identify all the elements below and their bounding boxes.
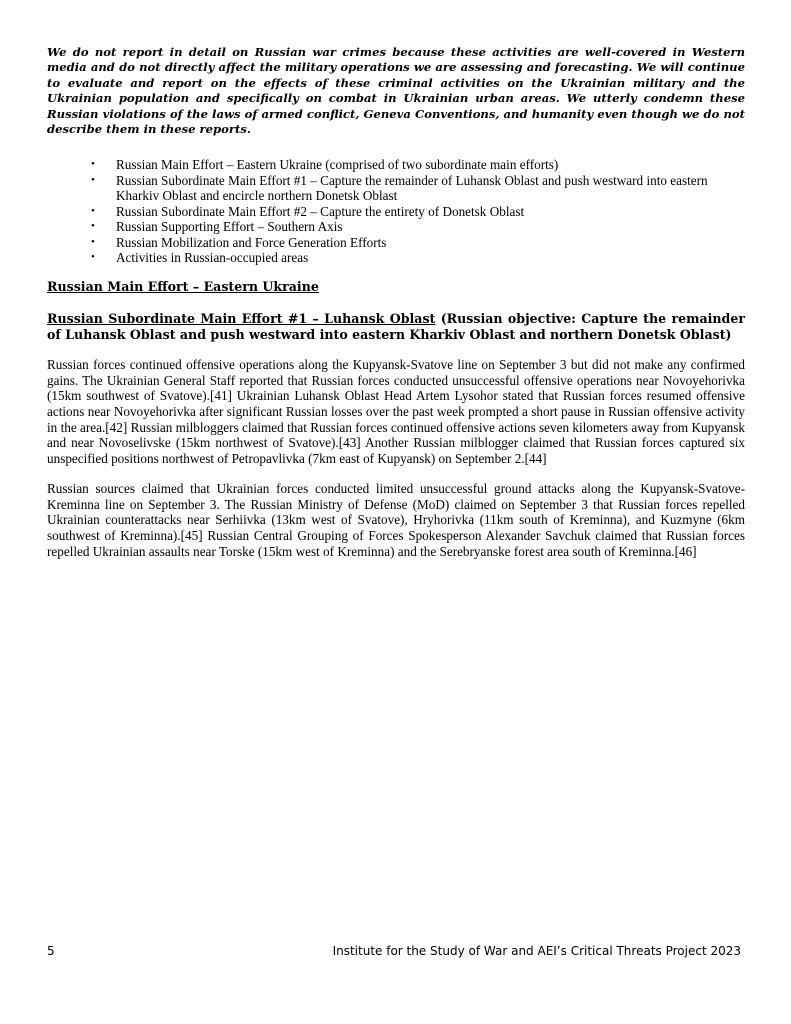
list-item-text: Russian Supporting Effort – Southern Axis xyxy=(116,219,343,235)
list-item xyxy=(47,204,745,220)
list-item-text: Russian Mobilization and Force Generation Efforts xyxy=(116,234,387,250)
bullet-icon: • xyxy=(91,204,95,217)
document-page xyxy=(47,45,745,559)
list-item xyxy=(47,219,745,235)
body-paragraph: Russian forces continued offensive operations along the Kupyansk-Svatove line on September 3 but did not make any confirmed gains. The Ukrainian General Staff reported that Russian forces conducted unsuccessful offensive operations near Novoyehorivka (15km southwest of Svatove).[41] Ukrainian Luhansk Oblast Head Artem Lysohor stated that Russian forces resumed offensive actions near Novoyehorivka after significant Russian losses over the past week prompted a short pause in Russian offensive activity in the area.[42] Russian milbloggers claimed that Russian forces continued offensive actions seven kilometers away from Kupyansk and near Novoselivske (15km northwest of Svatove).[43] Another Russian milblogger claimed that Russian forces captured six unspecified positions northwest of Petropavlivka (7km east of Kupyansk) on September 2.[44] xyxy=(47,357,745,466)
body-paragraph: Russian sources claimed that Ukrainian forces conducted limited unsuccessful ground attacks along the Kupyansk-Svatove-Kreminna line on September 3. The Russian Ministry of Defense (MoD) claimed on September 3 that Russian forces repelled Ukrainian counterattacks near Serhiivka (13km west of Svatove), Hryhorivka (11km south of Kreminna), and Kuzmyne (6km southwest of Kreminna).[45] Russian Central Grouping of Forces Spokesperson Alexander Savchuk claimed that Russian forces repelled Ukrainian assaults near Torske (15km west of Kreminna) and the Serebryanske forest area south of Kreminna.[46] xyxy=(47,481,745,559)
subsection-title: Russian Subordinate Main Effort #1 – Luhansk Oblast xyxy=(47,310,436,326)
list-item xyxy=(47,235,745,251)
list-item-text: Activities in Russian-occupied areas xyxy=(116,250,309,266)
list-item-text: Russian Subordinate Main Effort #1 – Capture the remainder of Luhansk Oblast and push westward into eastern Kharkiv Oblast and encircle northern Donetsk Oblast xyxy=(116,172,708,204)
bullet-icon: • xyxy=(91,173,95,186)
section-heading: Russian Main Effort – Eastern Ukraine xyxy=(47,278,319,294)
list-item xyxy=(47,157,745,173)
footer-organization: Institute for the Study of War and AEI’s Critical Threats Project 2023 xyxy=(332,944,741,958)
bullet-icon: • xyxy=(91,158,95,171)
bullet-icon: • xyxy=(91,220,95,233)
page-number: 5 xyxy=(47,944,55,958)
bullet-icon: • xyxy=(91,235,95,248)
intro-disclaimer: We do not report in detail on Russian war crimes because these activities are well-covered in Western media and do not directly affect the military operations we are assessing and forecasting. We will continue to evaluate and report on the effects of these criminal activities on the Ukrainian military and the Ukrainian population and specifically on combat in Ukrainian urban areas. We utterly condemn these Russian violations of the laws of armed conflict, Geneva Conventions, and humanity even though we do not describe them in these reports. xyxy=(47,45,745,137)
subsection-objective: (Russian objective: Capture the remainder of Luhansk Oblast and push westward into eastern Kharkiv Oblast and northern Donetsk Oblast) xyxy=(47,310,746,342)
efforts-list xyxy=(47,157,745,266)
list-item-text: Russian Main Effort – Eastern Ukraine (comprised of two subordinate main efforts) xyxy=(116,157,559,173)
subsection-heading xyxy=(47,311,745,342)
bullet-icon: • xyxy=(91,251,95,264)
list-item-text: Russian Subordinate Main Effort #2 – Capture the entirety of Donetsk Oblast xyxy=(116,203,525,219)
list-item xyxy=(47,250,745,266)
list-item xyxy=(47,173,745,204)
